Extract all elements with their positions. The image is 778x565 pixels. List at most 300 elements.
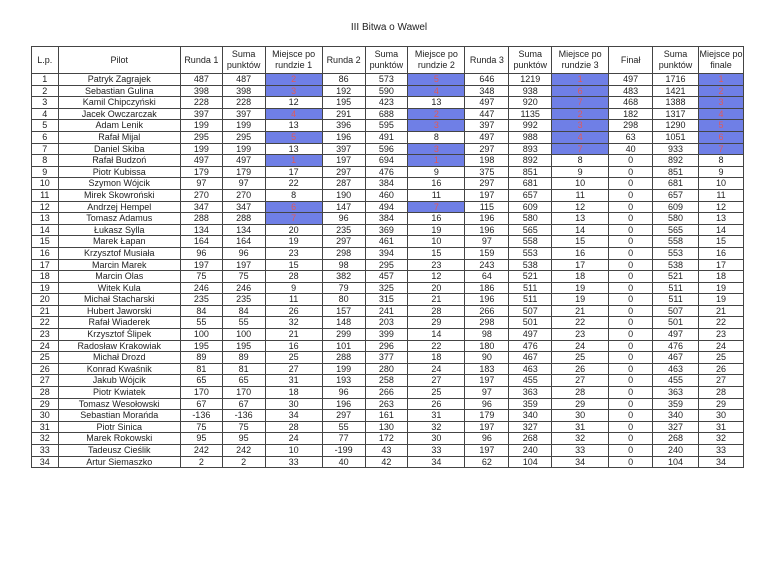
cell-sum-2: 595: [365, 120, 408, 132]
cell-pilot: Patryk Zagrajek: [58, 74, 180, 86]
cell-round-3: 297: [465, 178, 509, 190]
cell-sum-final: 463: [653, 363, 699, 375]
cell-place-2: 12: [408, 271, 465, 283]
cell-place-final: 7: [698, 143, 743, 155]
cell-final: 0: [609, 201, 653, 213]
cell-sum-3: 893: [509, 143, 552, 155]
cell-place-1: 18: [265, 387, 322, 399]
cell-sum-3: 657: [509, 189, 552, 201]
cell-sum-1: -136: [222, 410, 265, 422]
header-place-1: Miejsce po rundzie 1: [265, 47, 322, 74]
cell-lp: 3: [32, 97, 59, 109]
cell-pilot: Łukasz Sylla: [58, 224, 180, 236]
table-row: [32, 398, 744, 410]
cell-lp: 4: [32, 108, 59, 120]
cell-round-3: 90: [465, 352, 509, 364]
cell-round-3: 348: [465, 85, 509, 97]
cell-sum-1: 81: [222, 363, 265, 375]
cell-lp: 33: [32, 445, 59, 457]
table-row: [32, 201, 744, 213]
cell-round-2: 287: [322, 178, 365, 190]
cell-sum-1: 235: [222, 294, 265, 306]
cell-sum-final: 467: [653, 352, 699, 364]
table-row: [32, 213, 744, 225]
cell-sum-2: 203: [365, 317, 408, 329]
cell-place-2: 34: [408, 456, 465, 468]
cell-round-3: 198: [465, 155, 509, 167]
cell-round-1: 164: [180, 236, 222, 248]
cell-final: 0: [609, 456, 653, 468]
cell-sum-final: 558: [653, 236, 699, 248]
cell-place-3: 21: [552, 305, 609, 317]
cell-sum-2: 161: [365, 410, 408, 422]
cell-sum-final: 933: [653, 143, 699, 155]
cell-sum-final: 240: [653, 445, 699, 457]
cell-sum-3: 359: [509, 398, 552, 410]
cell-place-3: 4: [552, 131, 609, 143]
cell-place-1: 12: [265, 97, 322, 109]
cell-place-final: 29: [698, 398, 743, 410]
cell-sum-final: 455: [653, 375, 699, 387]
cell-sum-3: 681: [509, 178, 552, 190]
cell-lp: 14: [32, 224, 59, 236]
cell-lp: 12: [32, 201, 59, 213]
cell-pilot: Rafał Budzoń: [58, 155, 180, 167]
table-row: [32, 387, 744, 399]
cell-pilot: Krzysztof Ślipek: [58, 329, 180, 341]
cell-lp: 21: [32, 305, 59, 317]
cell-sum-3: 340: [509, 410, 552, 422]
cell-lp: 10: [32, 178, 59, 190]
cell-final: 0: [609, 398, 653, 410]
table-row: [32, 375, 744, 387]
cell-round-2: 235: [322, 224, 365, 236]
table-row: [32, 410, 744, 422]
cell-round-3: 197: [465, 421, 509, 433]
cell-sum-final: 268: [653, 433, 699, 445]
cell-place-1: 31: [265, 375, 322, 387]
cell-place-1: 16: [265, 340, 322, 352]
cell-sum-1: 246: [222, 282, 265, 294]
table-row: [32, 294, 744, 306]
cell-round-1: 81: [180, 363, 222, 375]
table-row: [32, 236, 744, 248]
cell-sum-2: 461: [365, 236, 408, 248]
cell-sum-2: 457: [365, 271, 408, 283]
cell-place-1: 5: [265, 131, 322, 143]
table-row: [32, 340, 744, 352]
table-row: [32, 97, 744, 109]
cell-sum-3: 580: [509, 213, 552, 225]
cell-round-3: 447: [465, 108, 509, 120]
cell-pilot: Marek Rokowski: [58, 433, 180, 445]
cell-round-3: 197: [465, 189, 509, 201]
cell-sum-3: 240: [509, 445, 552, 457]
cell-place-2: 32: [408, 421, 465, 433]
cell-sum-final: 1421: [653, 85, 699, 97]
cell-final: 0: [609, 236, 653, 248]
cell-sum-1: 96: [222, 247, 265, 259]
cell-place-final: 27: [698, 375, 743, 387]
header-place-final: Miejsce po finale: [698, 47, 743, 74]
cell-place-final: 33: [698, 445, 743, 457]
table-row: [32, 317, 744, 329]
cell-sum-2: 590: [365, 85, 408, 97]
cell-place-3: 13: [552, 213, 609, 225]
cell-place-2: 1: [408, 155, 465, 167]
cell-pilot: Jakub Wójcik: [58, 375, 180, 387]
table-row: [32, 329, 744, 341]
cell-sum-final: 565: [653, 224, 699, 236]
cell-sum-3: 363: [509, 387, 552, 399]
cell-sum-3: 609: [509, 201, 552, 213]
cell-place-3: 8: [552, 155, 609, 167]
cell-sum-3: 104: [509, 456, 552, 468]
cell-round-3: 96: [465, 433, 509, 445]
table-row: [32, 352, 744, 364]
cell-sum-final: 657: [653, 189, 699, 201]
header-place-2: Miejsce po rundzie 2: [408, 47, 465, 74]
cell-final: 0: [609, 387, 653, 399]
cell-round-3: 179: [465, 410, 509, 422]
cell-round-3: 183: [465, 363, 509, 375]
cell-place-2: 33: [408, 445, 465, 457]
cell-place-1: 3: [265, 85, 322, 97]
results-table: [31, 46, 744, 468]
cell-lp: 9: [32, 166, 59, 178]
cell-place-3: 7: [552, 143, 609, 155]
table-row: [32, 363, 744, 375]
cell-round-2: 196: [322, 131, 365, 143]
cell-sum-3: 455: [509, 375, 552, 387]
cell-round-2: -199: [322, 445, 365, 457]
cell-place-3: 6: [552, 85, 609, 97]
cell-round-1: 295: [180, 131, 222, 143]
header-round-3: Runda 3: [465, 47, 509, 74]
cell-round-1: 65: [180, 375, 222, 387]
cell-place-3: 19: [552, 282, 609, 294]
cell-place-1: 20: [265, 224, 322, 236]
cell-sum-2: 688: [365, 108, 408, 120]
cell-round-3: 197: [465, 445, 509, 457]
cell-sum-final: 359: [653, 398, 699, 410]
cell-place-1: 34: [265, 410, 322, 422]
cell-sum-2: 423: [365, 97, 408, 109]
cell-place-final: 1: [698, 74, 743, 86]
cell-sum-final: 476: [653, 340, 699, 352]
cell-final: 0: [609, 363, 653, 375]
cell-sum-2: 369: [365, 224, 408, 236]
cell-place-2: 23: [408, 259, 465, 271]
cell-place-final: 13: [698, 213, 743, 225]
cell-sum-2: 263: [365, 398, 408, 410]
table-row: [32, 74, 744, 86]
cell-final: 0: [609, 213, 653, 225]
cell-round-1: 347: [180, 201, 222, 213]
cell-lp: 28: [32, 387, 59, 399]
cell-place-final: 17: [698, 259, 743, 271]
cell-place-final: 30: [698, 410, 743, 422]
cell-round-3: 243: [465, 259, 509, 271]
table-row: [32, 247, 744, 259]
cell-place-1: 4: [265, 108, 322, 120]
header-lp: L.p.: [32, 47, 59, 74]
cell-place-1: 1: [265, 155, 322, 167]
cell-lp: 11: [32, 189, 59, 201]
cell-sum-3: 558: [509, 236, 552, 248]
cell-round-1: 228: [180, 97, 222, 109]
cell-place-2: 8: [408, 131, 465, 143]
cell-sum-final: 501: [653, 317, 699, 329]
cell-sum-1: 270: [222, 189, 265, 201]
cell-place-3: 15: [552, 236, 609, 248]
cell-sum-2: 573: [365, 74, 408, 86]
cell-sum-2: 494: [365, 201, 408, 213]
cell-place-final: 6: [698, 131, 743, 143]
cell-round-2: 80: [322, 294, 365, 306]
cell-sum-2: 42: [365, 456, 408, 468]
cell-place-2: 3: [408, 120, 465, 132]
cell-pilot: Tadeusz Cieślik: [58, 445, 180, 457]
cell-sum-final: 1317: [653, 108, 699, 120]
cell-place-3: 7: [552, 97, 609, 109]
cell-place-2: 20: [408, 282, 465, 294]
cell-final: 0: [609, 433, 653, 445]
cell-lp: 18: [32, 271, 59, 283]
cell-place-final: 5: [698, 120, 743, 132]
cell-place-1: 10: [265, 445, 322, 457]
cell-place-final: 22: [698, 317, 743, 329]
cell-round-3: 397: [465, 120, 509, 132]
cell-sum-2: 130: [365, 421, 408, 433]
cell-sum-3: 511: [509, 294, 552, 306]
cell-final: 0: [609, 317, 653, 329]
cell-round-3: 196: [465, 224, 509, 236]
cell-sum-3: 920: [509, 97, 552, 109]
cell-round-1: 497: [180, 155, 222, 167]
cell-sum-3: 1219: [509, 74, 552, 86]
cell-round-1: 195: [180, 340, 222, 352]
cell-place-3: 29: [552, 398, 609, 410]
cell-sum-3: 463: [509, 363, 552, 375]
cell-place-final: 25: [698, 352, 743, 364]
cell-place-1: 25: [265, 352, 322, 364]
header-final: Finał: [609, 47, 653, 74]
cell-round-2: 288: [322, 352, 365, 364]
cell-place-final: 19: [698, 294, 743, 306]
cell-place-final: 9: [698, 166, 743, 178]
cell-sum-2: 280: [365, 363, 408, 375]
cell-place-1: 13: [265, 143, 322, 155]
cell-place-3: 23: [552, 329, 609, 341]
cell-pilot: Witek Kula: [58, 282, 180, 294]
cell-lp: 8: [32, 155, 59, 167]
cell-pilot: Radosław Krakowiak: [58, 340, 180, 352]
cell-sum-1: 288: [222, 213, 265, 225]
cell-sum-2: 295: [365, 259, 408, 271]
cell-sum-2: 384: [365, 178, 408, 190]
cell-round-1: 197: [180, 259, 222, 271]
cell-final: 0: [609, 189, 653, 201]
cell-round-2: 98: [322, 259, 365, 271]
cell-place-2: 25: [408, 387, 465, 399]
cell-sum-final: 851: [653, 166, 699, 178]
cell-final: 497: [609, 74, 653, 86]
cell-place-final: 34: [698, 456, 743, 468]
cell-sum-3: 511: [509, 282, 552, 294]
cell-round-1: 179: [180, 166, 222, 178]
cell-sum-final: 511: [653, 282, 699, 294]
cell-sum-3: 553: [509, 247, 552, 259]
table-row: [32, 259, 744, 271]
cell-place-final: 14: [698, 224, 743, 236]
cell-round-2: 86: [322, 74, 365, 86]
cell-final: 0: [609, 282, 653, 294]
document-title: III Bitwa o Wawel: [350, 22, 428, 33]
cell-place-2: 27: [408, 375, 465, 387]
table-body: [32, 74, 744, 468]
cell-sum-3: 938: [509, 85, 552, 97]
cell-place-3: 18: [552, 271, 609, 283]
cell-lp: 15: [32, 236, 59, 248]
cell-sum-1: 228: [222, 97, 265, 109]
cell-place-final: 26: [698, 363, 743, 375]
cell-round-2: 193: [322, 375, 365, 387]
cell-round-2: 196: [322, 398, 365, 410]
cell-sum-final: 1716: [653, 74, 699, 86]
cell-lp: 25: [32, 352, 59, 364]
cell-place-final: 32: [698, 433, 743, 445]
cell-round-1: 96: [180, 247, 222, 259]
cell-pilot: Hubert Jaworski: [58, 305, 180, 317]
header-place-3: Miejsce po rundzie 3: [552, 47, 609, 74]
cell-sum-2: 241: [365, 305, 408, 317]
cell-sum-1: 164: [222, 236, 265, 248]
cell-final: 0: [609, 271, 653, 283]
cell-place-final: 10: [698, 178, 743, 190]
cell-place-3: 2: [552, 108, 609, 120]
cell-place-3: 11: [552, 189, 609, 201]
cell-pilot: Marcin Olas: [58, 271, 180, 283]
table-row: [32, 155, 744, 167]
cell-place-1: 13: [265, 120, 322, 132]
cell-round-3: 497: [465, 97, 509, 109]
cell-sum-1: 100: [222, 329, 265, 341]
table-row: [32, 120, 744, 132]
cell-round-3: 115: [465, 201, 509, 213]
cell-sum-final: 1051: [653, 131, 699, 143]
cell-pilot: Marcin Marek: [58, 259, 180, 271]
cell-place-3: 34: [552, 456, 609, 468]
table-row: [32, 421, 744, 433]
cell-place-2: 7: [408, 201, 465, 213]
cell-sum-2: 296: [365, 340, 408, 352]
cell-place-1: 15: [265, 259, 322, 271]
cell-round-1: 235: [180, 294, 222, 306]
cell-pilot: Michał Drozd: [58, 352, 180, 364]
cell-lp: 16: [32, 247, 59, 259]
cell-place-3: 22: [552, 317, 609, 329]
cell-lp: 34: [32, 456, 59, 468]
cell-pilot: Michał Stacharski: [58, 294, 180, 306]
cell-round-3: 98: [465, 329, 509, 341]
cell-lp: 19: [32, 282, 59, 294]
cell-final: 0: [609, 247, 653, 259]
header-round-1: Runda 1: [180, 47, 222, 74]
cell-round-2: 396: [322, 120, 365, 132]
cell-pilot: Konrad Kwaśnik: [58, 363, 180, 375]
cell-place-2: 4: [408, 85, 465, 97]
cell-lp: 13: [32, 213, 59, 225]
cell-sum-2: 399: [365, 329, 408, 341]
cell-place-final: 18: [698, 271, 743, 283]
cell-final: 40: [609, 143, 653, 155]
cell-round-1: 270: [180, 189, 222, 201]
cell-place-2: 15: [408, 247, 465, 259]
cell-round-1: 84: [180, 305, 222, 317]
cell-place-2: 29: [408, 317, 465, 329]
cell-place-3: 24: [552, 340, 609, 352]
cell-pilot: Jacek Owczarczak: [58, 108, 180, 120]
cell-round-1: 95: [180, 433, 222, 445]
cell-lp: 32: [32, 433, 59, 445]
cell-place-final: 28: [698, 387, 743, 399]
cell-sum-1: 295: [222, 131, 265, 143]
cell-round-1: 75: [180, 271, 222, 283]
cell-final: 0: [609, 305, 653, 317]
cell-sum-1: 199: [222, 143, 265, 155]
cell-final: 0: [609, 155, 653, 167]
cell-sum-final: 521: [653, 271, 699, 283]
cell-sum-3: 497: [509, 329, 552, 341]
cell-sum-1: 197: [222, 259, 265, 271]
cell-round-2: 192: [322, 85, 365, 97]
cell-round-3: 180: [465, 340, 509, 352]
cell-pilot: Artur Siemaszko: [58, 456, 180, 468]
cell-round-2: 101: [322, 340, 365, 352]
cell-place-3: 28: [552, 387, 609, 399]
cell-place-final: 3: [698, 97, 743, 109]
cell-place-final: 23: [698, 329, 743, 341]
cell-sum-1: 242: [222, 445, 265, 457]
cell-sum-3: 268: [509, 433, 552, 445]
cell-round-1: 487: [180, 74, 222, 86]
cell-round-3: 159: [465, 247, 509, 259]
cell-round-1: 89: [180, 352, 222, 364]
cell-round-3: 62: [465, 456, 509, 468]
cell-round-2: 77: [322, 433, 365, 445]
cell-place-1: 11: [265, 294, 322, 306]
table-row: [32, 178, 744, 190]
cell-lp: 6: [32, 131, 59, 143]
cell-round-2: 297: [322, 236, 365, 248]
cell-final: 0: [609, 375, 653, 387]
cell-place-2: 21: [408, 294, 465, 306]
cell-pilot: Marek Łapan: [58, 236, 180, 248]
cell-sum-1: 75: [222, 271, 265, 283]
cell-round-2: 190: [322, 189, 365, 201]
cell-round-2: 195: [322, 97, 365, 109]
cell-round-2: 382: [322, 271, 365, 283]
cell-sum-2: 43: [365, 445, 408, 457]
cell-place-2: 26: [408, 398, 465, 410]
cell-place-1: 8: [265, 189, 322, 201]
cell-place-final: 4: [698, 108, 743, 120]
cell-place-3: 1: [552, 74, 609, 86]
cell-place-final: 24: [698, 340, 743, 352]
cell-place-final: 19: [698, 282, 743, 294]
cell-round-3: 375: [465, 166, 509, 178]
